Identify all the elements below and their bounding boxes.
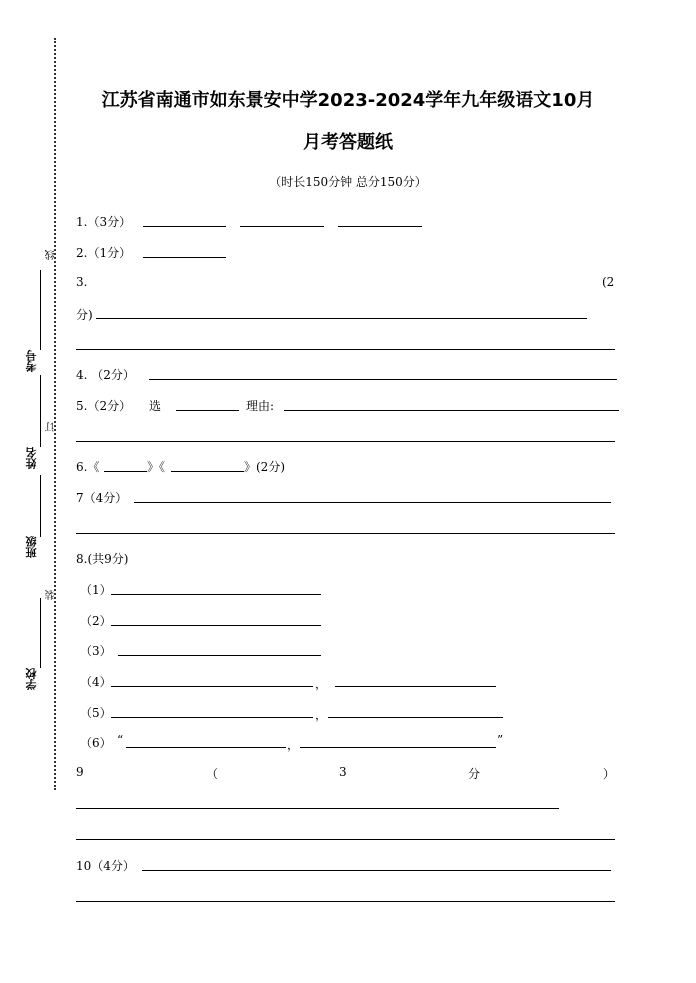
- q8-4-answer-line-1[interactable]: [111, 686, 313, 687]
- q1-answer-blank-3[interactable]: [338, 226, 422, 227]
- kaohao-field[interactable]: [40, 270, 41, 350]
- label-kaohao: 考号: [25, 350, 38, 372]
- q5-reason-line-2[interactable]: [76, 441, 615, 442]
- q9-label: 9: [76, 765, 84, 779]
- q7-answer-line-1[interactable]: [134, 502, 611, 503]
- q2-answer-blank[interactable]: [143, 257, 226, 258]
- q8-6-open-quote: “: [117, 733, 124, 747]
- q5-choose-label: 选: [149, 399, 162, 413]
- q1-label: 1.（3分）: [76, 215, 132, 229]
- q8-4-label: （4）: [80, 675, 112, 689]
- q8-2-label: （2）: [80, 614, 112, 628]
- q8-6-label: （6）: [80, 736, 112, 750]
- q3-answer-line-2[interactable]: [76, 349, 615, 350]
- q8-3-label: （3）: [80, 644, 112, 658]
- q8-6-comma: ，: [287, 738, 300, 752]
- q8-5-answer-line-2[interactable]: [328, 717, 503, 718]
- q8-6-answer-line-2[interactable]: [300, 747, 496, 748]
- binding-label-ding: 订: [46, 422, 57, 432]
- q5-reason-line-1[interactable]: [284, 410, 619, 411]
- page-title-line2: 月考答题纸: [303, 132, 393, 153]
- q4-answer-line[interactable]: [149, 379, 617, 380]
- label-banji: 班级: [25, 536, 38, 558]
- q9-score-unit: 分: [468, 767, 481, 781]
- banji-field[interactable]: [40, 475, 41, 537]
- q3-score-part1: (2: [602, 275, 615, 289]
- q8-6-answer-line-1[interactable]: [126, 747, 286, 748]
- q8-4-comma: ，: [315, 677, 328, 691]
- q6-score: 》(2分): [244, 460, 285, 474]
- q6-separator: 》《: [147, 460, 166, 474]
- q5-choice-blank[interactable]: [176, 410, 239, 411]
- q8-3-answer-line[interactable]: [118, 655, 321, 656]
- q3-label: 3.: [76, 275, 88, 289]
- q8-1-label: （1）: [80, 583, 112, 597]
- q7-answer-line-2[interactable]: [76, 533, 615, 534]
- page-title: 江苏省南通市如东景安中学2023-2024学年九年级语文10月: [101, 90, 595, 111]
- q10-answer-line-1[interactable]: [142, 870, 611, 871]
- q8-5-label: （5）: [80, 706, 112, 720]
- q6-label: 6.《: [76, 460, 100, 474]
- label-xingming: 姓名: [25, 447, 38, 469]
- q10-answer-line-2[interactable]: [76, 901, 615, 902]
- binding-dotted-line: [54, 38, 56, 790]
- q2-label: 2.（1分）: [76, 246, 132, 260]
- q6-book-blank-1[interactable]: [104, 471, 147, 472]
- q5-reason-label: 理由:: [246, 399, 275, 413]
- q8-5-comma: ，: [315, 708, 328, 722]
- binding-label-zhuang: 装: [46, 590, 57, 600]
- q6-book-blank-2[interactable]: [171, 471, 244, 472]
- q4-label: 4. （2分）: [76, 368, 135, 382]
- q9-answer-line-2[interactable]: [76, 839, 615, 840]
- q9-paren-open: （: [206, 767, 219, 781]
- xingming-field[interactable]: [40, 375, 41, 447]
- q10-label: 10（4分）: [76, 859, 135, 873]
- q3-score-part2: 分): [76, 308, 93, 322]
- page-subtitle: （时长150分钟 总分150分）: [269, 175, 427, 189]
- binding-label-line: 线: [46, 250, 57, 260]
- q1-answer-blank-2[interactable]: [240, 226, 324, 227]
- q9-paren-close: ）: [603, 767, 616, 781]
- q8-2-answer-line[interactable]: [111, 625, 321, 626]
- q8-label: 8.(共9分): [76, 552, 129, 566]
- q7-label: 7（4分）: [76, 491, 128, 505]
- q8-4-answer-line-2[interactable]: [335, 686, 496, 687]
- q8-1-answer-line[interactable]: [111, 594, 321, 595]
- label-xuexiao: 学校: [25, 668, 38, 690]
- xuexiao-field[interactable]: [40, 598, 41, 668]
- q8-6-close-quote: ”: [497, 733, 504, 747]
- q9-answer-line-1[interactable]: [76, 808, 559, 809]
- q9-score-number: 3: [339, 765, 347, 779]
- q8-5-answer-line-1[interactable]: [111, 717, 313, 718]
- q5-label: 5.（2分）: [76, 399, 132, 413]
- q3-answer-line-1[interactable]: [96, 318, 587, 319]
- q1-answer-blank-1[interactable]: [143, 226, 226, 227]
